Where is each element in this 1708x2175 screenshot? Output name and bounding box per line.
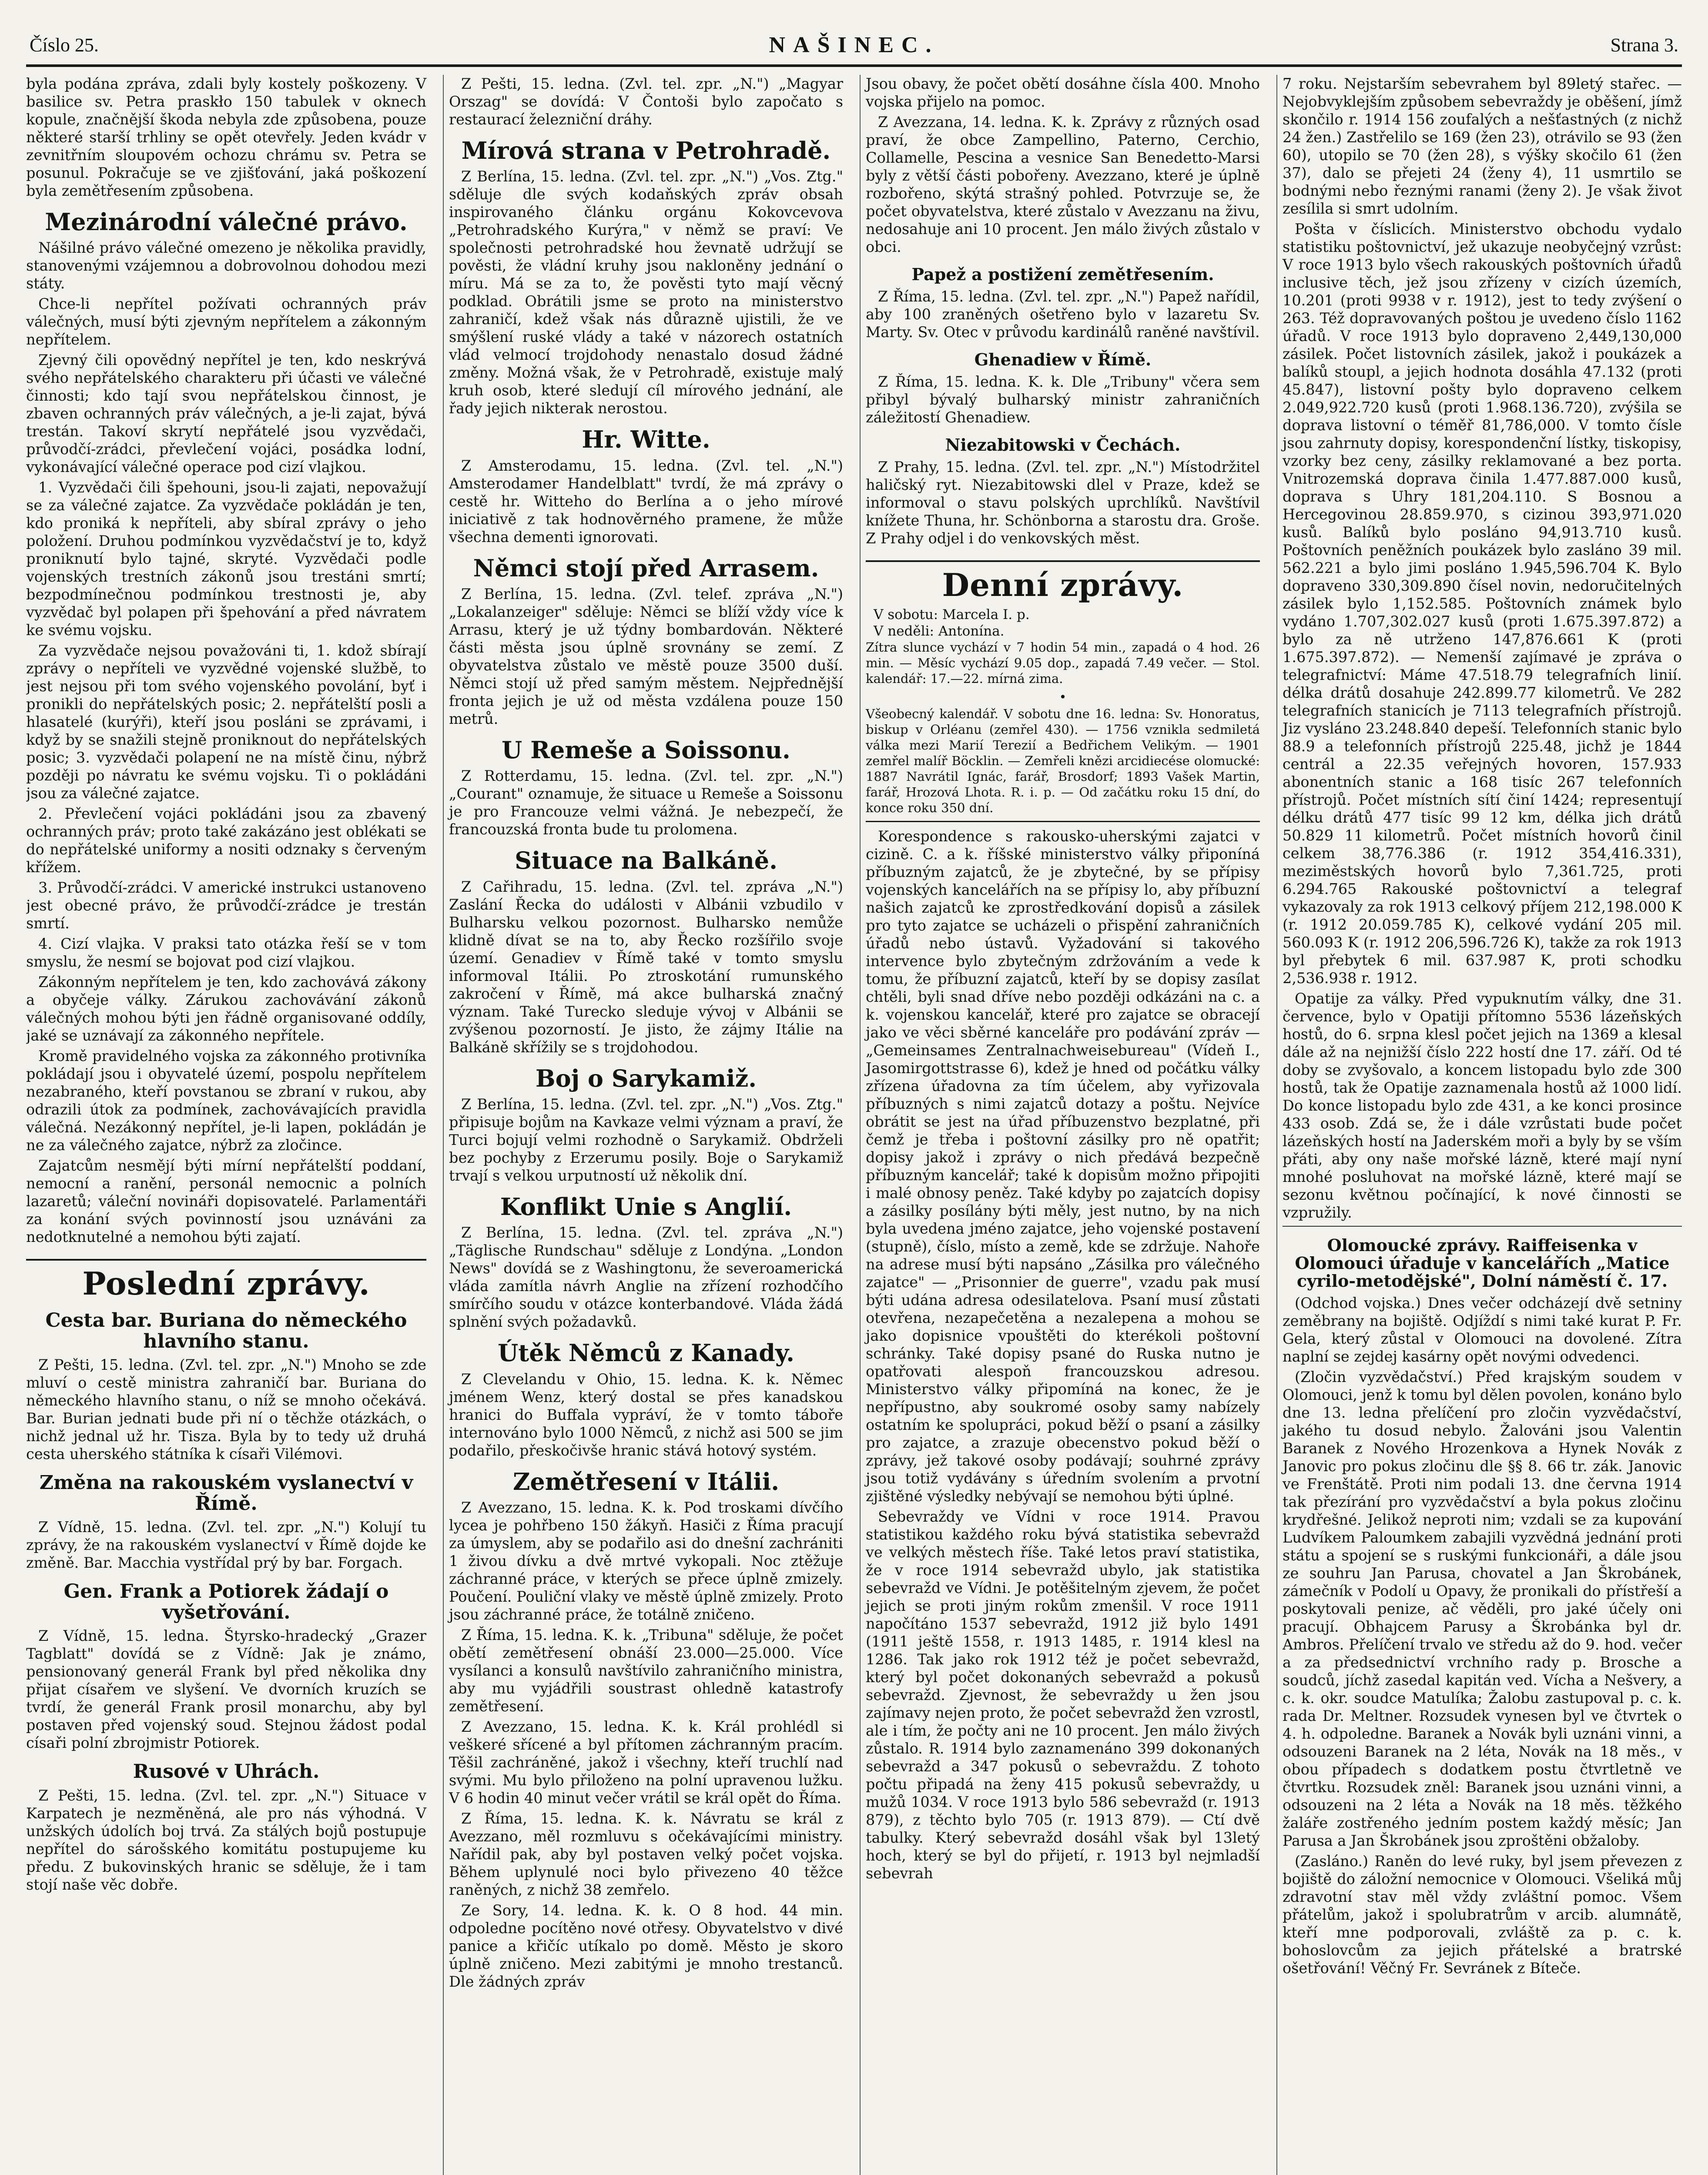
article-headline: Němci stojí před Arrasem. (473, 554, 819, 582)
calendar-line: V neděli: Antonína. (874, 623, 1005, 639)
calendar-line: V sobotu: Marcela I. p. (874, 606, 1030, 622)
column-4 (1276, 75, 1682, 2175)
calendar-note: Zítra slunce vychází v 7 hodin 54 min., zapadá o 4 hod. 26 min. — Měsíc vychází 9.05 dop., zapadá 7.49 večer. — Stol. kalendář: 17.—22. mírná zima. (866, 639, 1260, 686)
article-headline: Konflikt Unie s Anglií. (500, 1192, 792, 1221)
article-headline: Boj o Sarykamiž. (535, 1064, 757, 1092)
article-paragraph: Z Říma, 15. ledna. (Zvl. tel. zpr. „N.") Papež nařídil, aby 100 zraněných ošetřeno bylo v lazaretu Sv. Marty. Sv. Otec v průvodu kardinálů raněné navštívil. (866, 288, 1260, 341)
article-paragraph: Z Berlína, 15. ledna. (Zvl. tel. zpr. „N.") „Vos. Ztg." připisuje bojům na Kavkaze velmi význam a praví, že Turci bojují velmi rozhodně o Sarykamiž. Obdrželi bez pochyby z Erzerumu posily. Boje o Sarykamiž trvají s velkou urputností už několik dní. (449, 1095, 843, 1184)
article-headline: Ghenadiew v Římě. (974, 350, 1152, 370)
article-paragraph: Z Berlína, 15. ledna. (Zvl. tel. zpráva „N.") „Täglische Rundschau" sděluje z Londýna. „London News" dovídá se z Washingtonu, že severoamerická vláda zamítla návrh Anglie na zřízení rozhodčího smírčího soudu v otázce konterbandové. Vláda žádá splnění svých požadavků. (449, 1224, 843, 1331)
calendar-block (866, 706, 1260, 816)
article-paragraph: Zajatcům nesmějí býti mírní nepřátelští poddaní, nemocní a ranění, personál nemocnic a polních lazaretů; váleční novináři dopisovatelé. Parlamentáři za konání svých povinností jsou uznáváni za nedotknutelné a nemohou býti zajatí. (26, 1157, 426, 1246)
masthead (26, 17, 1682, 67)
article-paragraph: Z Avezzano, 15. ledna. K. k. Pod troskami dívčího lycea je pohřbeno 150 žákyň. Hasiči z Říma pracují za úmyslem, aby se podařilo asi do dnešní zachrániti 1 živou dívku a dvě mrtvé vykopali. Noc ztěžuje záchranné práce, v kterých se přece úplně zmizely. Poučení. Pouliční vlaky ve městě úplně zmizely. Proto jsou záchranné práce, že totálně zničeno. (449, 1499, 843, 1623)
article-paragraph: byla podána zpráva, zdali byly kostely poškozeny. V basilice sv. Petra praskło 150 tabulek v oknech kopule, značnější škoda nebyla zde způsobena, pouze některé starší trhliny se opět otevřely. Jeden kvádr v zevnitřním sloupovém ochozu chrámu sv. Petra se posunul. Pokračuje se ve zjišťování, jaká poškození byla zemětřesením způsobena. (26, 75, 426, 199)
column-rule (866, 821, 1260, 822)
article-headline: Denní zprávy. (866, 560, 1260, 602)
article-paragraph: Opatije za války. Před vypuknutím války, dne 31. července, bylo v Opatiji přítomno 5536 lázeňských hostů, do 6. srpna klesl počet jejich na 1369 a klesal dále až na nejnižší číslo 222 hostí dne 17. září. Od té doby se zvyšovalo, a koncem listopadu bylo zde 300 hostů, tak že Opatije zaznamenala hostů až 1000 lidí. Do konce listopadu bylo zde 431, a ke konci prosince 433 osob. Zdá se, že i dále vzrůstati bude počet lázeňských hostí na Jaderském moři a byly by se vším přáti, aby ony naše mořské lázně, které mají nyní mnohé posluhovat na mořské lázně, které mají se sezonu květnou počínající, k nové činnosti se vzpružily. (1283, 990, 1682, 1221)
article-paragraph: Z Vídně, 15. ledna. (Zvl. tel. zpr. „N.") Kolují tu zprávy, že na rakouském vyslanectví v Římě dojde ke změně. Bar. Macchia vystřídal prý by bar. Forgach. (26, 1519, 426, 1572)
article-paragraph: Chce-li nepřítel požívati ochranných práv válečných, musí býti zjevným nepřítelem a zákonným nepřítelem. (26, 295, 426, 348)
article-paragraph: Ze Sory, 14. ledna. K. k. O 8 hod. 44 min. odpoledne pocítěno nové otřesy. Obyvatelstvo v divé panice a křičíc utíkalo po domě. Město je skoro úplně zničeno. Mezi zabitými je mnoho trestanců. Dle žádných zpráv (449, 1901, 843, 1990)
article-paragraph: Z Říma, 15. ledna. K. k. „Tribuna" sděluje, že počet obětí zemětřesení obnáší 23.000—25.000. Více vysílanci a konsulů navštívilo zahraničního ministra, aby mu vyjádřili soustrast ohledně katastrofy zemětřesení. (449, 1626, 843, 1715)
article-paragraph: Z Říma, 15. ledna. K. k. Návratu se král z Avezzano, měl rozmluvu s očekávajícími ministry. Nařídil pak, aby byl postaven velký počet vojska. Během uplynulé noci bylo přivezeno 40 těžce raněných, z nichž 38 zemřelo. (449, 1810, 843, 1898)
article-paragraph: Z Cařihradu, 15. ledna. (Zvl. tel. zpráva „N.") Zaslání Řecka do události v Albánii vzbudilo v Bulharsku velkou pozornost. Bulharsko nemůže klidně dívat se na to, aby Řecko rozšířilo svoje území. Genadiev v Římě také v tomto smyslu informoval Itálii. Po ztroskotání rumunského zakročení v Římě, má akce bulharská značný význam. Také Turecko sleduje vývoj v Albánii se zvýšenou pozorností. Je jisto, že zájmy Itálie na Balkáně skřížily se s trojdohodou. (449, 878, 843, 1056)
column-1 (26, 75, 432, 2175)
column-divider (1283, 1226, 1682, 1227)
article-paragraph: 4. Cizí vlajka. V praksi tato otázka řeší se v tom smyslu, že nesmí se bojovat pod cizí vlajkou. (26, 935, 426, 970)
article-headline: Hr. Witte. (582, 425, 710, 454)
article-headline: Změna na rakouském vyslanectví v Římě. (39, 1472, 413, 1515)
calendar-block (866, 606, 1260, 686)
article-paragraph: (Odchod vojska.) Dnes večer odcházejí dvě setniny zeměbrany na bojiště. Odjíždí s nimi také kurat P. Fr. Gela, který zůstal v Olomouci na dovolené. Zítra naplní se zejdej kasárny opět novými odvedenci. (1283, 1295, 1682, 1365)
article-paragraph: Z Avezzana, 14. ledna. K. k. Zprávy z různých osad praví, že obce Zampellino, Paterno, Cerchio, Collamelle, Pescina a vesnice San Benedetto-Marsi byly z větší části pobořeny. Avezzano, které je úplně rozbořeno, skýtá strašný pohled. Potvrzuje se, že počet obyvatelstva, které zůstalo v Avezzanu na živu, nedosahuje ani 10 procent. Jen málo živých zůstalo v obci. (866, 114, 1260, 255)
article-headline: Gen. Frank a Potiorek žádají o vyšetřování. (64, 1580, 389, 1623)
article-paragraph: Za vyzvědače nejsou považováni ti, 1. kdož sbírají zprávy o nepříteli ve vyzvědné vojenské službě, to jest nejsou při tom svého vojenského povolání, byť i pronikli do nepřátelských posic; 2. nepřátelští posli a hlasatelé (kurýři), kteří jsou posláni se zprávami, i když by se snažili stejně proniknout do nepřátelských posic; 3. vyzvědači polapení ne na místě činu, nýbrž později po návratu ke svému vojsku. Ti o pokládáni jsou za válečné zajatce. (26, 642, 426, 802)
article-paragraph: Z Pešti, 15. ledna. (Zvl. tel. zpr. „N.") „Magyar Orszag" se dovídá: V Čontoši bylo započato s restaurací železniční dráhy. (449, 75, 843, 128)
calendar-note: Všeobecný kalendář. V sobotu dne 16. ledna: Sv. Honoratus, biskup v Orléanu (zemřel 430). — 1756 vznikla sedmiletá válka mezi Marií Terezií a Bedřichem Velikým. — 1901 zemřel malíř Böcklin. — Zemřeli knězi arcidiecése olomucké: 1887 Navrátil Ignác, farář, Brosdorf; 1893 Vašek Martin, farář, Hrozová Lhota. R. i. p. — Od začátku roku 15 dní, do konce roku 350 dní. (866, 706, 1260, 815)
page-number: Strana 3. (1610, 34, 1678, 56)
article-paragraph: Sebevraždy ve Vídni v roce 1914. Pravou statistikou každého roku bývá statistika sebevražd ve velkých městech říše. Také letos praví statistika, že v roce 1914 sebevražd ubylo, jak statistika sebevražd ve Vídni. Je potěšitelným zjevem, že počet jejich se proti jiným rokům zmenšil. V roce 1911 napočítáno 1537 sebevražd, 1912 již bylo 1491 (1911 ještě 1558, r. 1913 1485, r. 1914 klesl na 1286. Tak jako rok 1912 též je počet sebevražd, který byl počet dokonaných sebevražd a pokusů sebevražd. Zjevnost, že sebevraždy u žen jsou zajímavy nejen proto, že počet sebevražd žen vzrostl, ale i tím, že počty ani ne 10 procent. Jen málo živých zůstalo. R. 1914 bylo zaznamenáno 399 dokonaných sebevražd a 347 pokusů o sebevraždu. Z tohoto počtu připadá na ženy 415 pokusů sebevraždy, u mužů 1034. V roce 1913 bylo 586 sebevražd (r. 1913 879), z těchto bylo 705 (r. 1913 879). — Ctí dvě tabulky. Který sebevražd dosáhl však byl 13letý hoch, který se byl do přijetí, r. 1913 byl nejmladší sebevrah (866, 1508, 1260, 1882)
article-headline: Papež a postižení zemětřesením. (911, 264, 1214, 284)
article-headline: U Remeše a Soissonu. (502, 736, 790, 764)
article-headline: Poslední zprávy. (26, 1259, 426, 1301)
article-paragraph: Z Říma, 15. ledna. K. k. Dle „Tribuny" včera sem přibyl bývalý bulharský ministr zahraničních záležitostí Ghenadiew. (866, 373, 1260, 426)
article-paragraph: Z Berlína, 15. ledna. (Zvl. tel. zpr. „N.") „Vos. Ztg." sděluje dle svých kodaňských zpráv obsah inspirovaného článku orgánu Kokovcevova „Petrohradského Kurýra," v němž se praví: Ve společnosti petrohradské hou ževnatě udržují se pověsti, že vládní kruhy jsou nakloněny jednání o míru. Má se za to, že pověsti tyto mají věcný podklad. Obrátili jsme se proto na ministerstvo zahraničí, kdež však nás důrazně ujistili, že ve smýšlení ruské vlády a také v názorech ostatních vlád velmocí trojdohody nenastalo dosud žádné změny. Možná však, že v Petrohradě, existuje malý kruh osob, které sledují cíl mírového jednání, ale řady jejich nikterak nerostou. (449, 168, 843, 417)
article-headline: Útěk Němců z Kanady. (498, 1339, 794, 1367)
article-headline: Mezinárodní válečné právo. (45, 208, 408, 236)
article-headline: Situace na Balkáně. (515, 847, 777, 875)
article-paragraph: Z Pešti, 15. ledna. (Zvl. tel. zpr. „N.") Situace v Karpatech je nezměněná, ale pro nás výhodná. V unžských údolích boj trvá. Za stálých bojů postupuje nepřítel do sárošského komitátu postupujeme ku předu. Z bukovinských hranic se sděluje, že i tam stojí naše věc dobře. (26, 1787, 426, 1893)
newspaper-title: NAŠINEC. (769, 33, 939, 57)
column-2 (443, 75, 848, 2175)
article-paragraph: Z Berlína, 15. ledna. (Zvl. telef. zpráva „N.") „Lokalanzeiger" sděluje: Němci se blíží vždy více k Arrasu, který je už týdny bombardován. Některé části města jsou úplně srovnány se zemí. Z obyvatelstva zůstalo ve městě pouze 3500 duší. Němci stojí už před samým městem. Nejpřednější fronta jejich je už od města vzdálena pouze 150 metrů. (449, 585, 843, 727)
article-paragraph: Pošta v číslicích. Ministerstvo obchodu vydalo statistiku poštovnictví, jež ukazuje neobyčejný vzrůst: V roce 1913 bylo všech rakouských poštovních úřadů inclusive těch, jež jsou zřízeny v cizích územích, 10.201 (proti 9938 v r. 1912), jest to tedy zvýšení o 263. Též dopravovaných poštou je uvedeno číslo 1162 úřadů. V roce 1913 bylo dopraveno 2,449,130,000 zásilek. Počet listovních zásilek, jakož i poukázek a balíků stoupl, a jejich hodnota dosáhla 47.132 (proti 45.847), listovní pošty bylo dopraveno celkem 2.049,922.720 kusů (proti 1.968.136.720), zvýšila se doprava listovní o téměř 81,786,000. V tomto čísle jsou zahrnuty dopisy, korespondenční lístky, tiskopisy, vzorky bez ceny, zásilky reklamované a bez porta. Vnitrozemská doprava činila 1.477.887.000 kusů, doprava s Uhry 181,204.110. S Bosnou a Hercegovinou 28.859.970, s cizinou 393,971.020 kusů. Balíků bylo posláno 94,913.710 kusů. Poštovních peněžních poukázek bylo zasláno 39 mil. 562.221 a bylo jimi posláno 1.945,596.704 K. Bylo dopraveno 330,309.890 čísel novin, nedoručitelných zásilek bylo 1,152.585. Poštovních známek bylo vydáno 1.707,302.027 kusů (proti 1.675.397.872) a bylo za ně utrženo 147,876.661 K (proti 1.675.397.872). — Nemenší zajímavé je zpráva o telegrafnictví: Máme 47.518.79 telegrafních linií. délka drátů dosahuje 242.899.77 kilometrů. Ve 282 telegrafních stanicích je 7113 telegrafních přístrojů. Jiz vysláno 23.248.840 depeší. Telefonních stanic bylo 88.9 a telefonních přístrojů 225.48, jichž je 1844 centrál a 22.35 veřejných hovoren, 157.933 abonentních stanic a 168 tisíc 267 telefonních přístrojů. Počet místních sítí činí 1424; representují délku drátů 477 tisíc 99 12 km, délka jich drátů 50.829 11 kilometrů. Počet místních hovorů činil celkem 38,776.386 (r. 1912 354,416.331), meziměstských hovorů bylo 7,361.725, proti 6.294.765 Rakouské poštovnictví a telegraf vykazovaly za rok 1913 celkový příjem 212,198.000 K (r. 1912 20.059.785 K), celkové vydání 205 mil. 560.093 K (r. 1912 206,596.726 K), takže za rok 1913 byl přebytek 6 mil. 637.987 K, proti schodku 2,536.938 r. 1912. (1283, 221, 1682, 987)
article-paragraph: Z Avezzano, 15. ledna. K. k. Král prohlédl si veškeré sřícené a byl přítomen záchranným pracím. Těšil zachráněné, jakož i všechny, kteří truchlí nad svými. Mu bylo přiloženo na polní upravenou lužku. V 6 hodin 40 minut večer vrátil se král opět do Říma. (449, 1718, 843, 1807)
article-paragraph: Z Pešti, 15. ledna. (Zvl. tel. zpr. „N.") Mnoho se zde mluví o cestě ministra zahraničí bar. Buriana do německého hlavního stanu, o níž se mnoho očekává. Bar. Burian jednati bude při ní o těchže otázkách, o nichž jednal už hr. Tisza. Byla by to tedy už druhá cesta uherského státníka k císaři Vilémovi. (26, 1356, 426, 1463)
article-paragraph: (Zločin vyzvědačství.) Před krajským soudem v Olomouci, jenž k tomu byl dělen povolen, konáno bylo dne 13. ledna přelíčení pro zločin vyzvědačství, jakého tu dosud nebylo. Žalováni jsou Valentin Baranek z Nového Hrozenkova a Hynek Novák z Janovic pro pokus zločinu dle §§ 8. 66 tr. zák. Janovic ve Frenštátě. Proti nim podali 13. dne června 1914 tak přezírání pro vyzvědačství a byla pokus zločinu krydřešné. Jelikož neproti nim; vzdali se za kupování Ludvíkem Paloumkem zabajili vyzvědná jednání proti státu a spojení se s ruskými funkcionáři, a dále jsou ze souhru Jan Parusa, chovatel a Jan Škrobánek, zámečník v Podolí u Opavy, že pronikali do přístřeší a poskytovali penize, ač věděli, pro jaké účely oni pracují. Obhajcem Parusy a Škrobánka byl dr. Ambros. Přelíčení trvalo ve středu až do 9. hod. večer a za předsednictví vrchního rady p. Brosche a soudců, jíchž zasedal kapitán ved. Vícha a Nešvery, a c. k. okr. soudce Matulíka; Žalobu zastupoval p. c. k. rada Dr. Meltner. Rozsudek vynesen byl ve čtvrtek o 4. h. odpoledne. Baranek a Novák byli uznáni vinni, a odsouzeni Baranek na 2 léta, Novák na 18 měs., v obou případech s dodatkem postu čtvrtletně ve čtvrtku. Rozsudek zněl: Baranek jsou uznáni vinni, a odsouzeni na 2 léta a Novák na 18 měs. těžkého žaláře zostřeného jedním postem každý měsíc; Jan Parusa a Jan Škrobánek jsou zproštěni obžaloby. (1283, 1369, 1682, 1850)
article-paragraph: 7 roku. Nejstarším sebevrahem byl 89letý stařec. — Nejobvyklejším způsobem sebevraždy je oběšení, jímž skončilo r. 1914 156 zoufalých a nešťastných (z nichž 24 žen.) Zastřelilo se 169 (žen 23), otrávilo se 93 (žen 60), utopilo se 70 (žen 28), s výšky skočilo 61 (žen 37), dalo se přejeti 24 (ženy 4), 11 usmrtilo se bodnými nebo řeznými ranami (ženy 2). Je však život zesílila si smrt udolním. (1283, 75, 1682, 217)
article-paragraph: 1. Vyzvědači čili špehouni, jsou-li zajati, nepovažují se za válečné zajatce. Za vyzvědače pokládán je ten, kdo proniká k nepříteli, aby sbíral zprávy o jeho položení. Druhou podmínkou vyzvědačství je to, když proniknutí bylo tajné, skryté. Vyzvědači podle vojenských trestních zákonů jsou trestáni smrtí; bezpodmínečnou podmínkou trestnosti je, aby vyzvědač byl polapen při špehování a před návratem ke svému vojsku. (26, 479, 426, 639)
article-paragraph: Jsou obavy, že počet obětí dosáhne čísla 400. Mnoho vojska přijelo na pomoc. (866, 75, 1260, 110)
article-paragraph: Zjevný čili opovědný nepřítel je ten, kdo neskrývá svého nepřátelského charakteru při účasti ve válečné činnosti; kdo tají svou nepřátelskou činnost, je zbaven ochranných práv válečných, a je-li zajat, bývá trestán. Takoví skrytí nepřátelé jsou vyzvědači, průvodčí-zrádci, převlečení vojáci, posádka lodní, vykonávající válečné operace pod cizí vlajkou. (26, 351, 426, 476)
article-paragraph: 3. Průvodčí-zrádci. V americké instrukci ustanoveno jest obecné právo, že průvodčí-zrádce je trestán smrtí. (26, 879, 426, 932)
article-headline: Niezabitowski v Čechách. (945, 435, 1181, 455)
article-headline: Olomoucké zprávy. Raiffeisenka v Olomouci úřaduje v kancelářích „Matice cyrilo-metodějské", Dolní náměstí č. 17. (1295, 1235, 1670, 1291)
article-paragraph: Z Rotterdamu, 15. ledna. (Zvl. tel. zpr. „N.") „Courant" oznamuje, že situace u Remeše a Soissonu je pro Francouze velmi vážná. Je nebezpečí, že francouzská fronta bude tu prolomena. (449, 767, 843, 838)
article-paragraph: Z Vídně, 15. ledna. Štyrsko-hradecký „Grazer Tagblatt" dovídá se z Vídně: Jak je známo, pensionovaný generál Frank byl před několika dny přijat císařem ve slyšení. Ve dvorních kruzích se tvrdí, že generál Frank prosil monarchu, aby byl postaven před vojenský soud. Stejnou žádost podal císaři polní zbrojmistr Potiorek. (26, 1627, 426, 1752)
issue-number: Číslo 25. (30, 34, 99, 56)
article-paragraph: Korespondence s rakousko-uherskými zajatci v cizině. C. a k. říšské ministerstvo války připoníná příbuzným zajatců, že je zbytečné, by se přípisy vojenských kancelářích na se přípisy lo, aby příbuzní našich zajatců ke zprostředkování dopisů a zásilek pro tyto zajatce se ucházeli o přispění zahraničních úřadů nebo ústavů. Vyžadování si takového intervence bylo zbytečným zdržováním a vede k tomu, že příbuzní zajatců, kteří by se dopisy zasílat chtěli, byli snad dříve nebo později odkázáni na c. a k. vojenskou kancelář, které pro zajatce se obracejí jako ve věci sběrné kanceláře pro podávání zpráv — „Gemeinsames Zentralnachweisebureau" (Vídeň I., Jasomirgottstrasse 6), kdež je hned od počátku války zřízena úřadovna za tím účelem, aby vyřizovala příbuzných s nimi zajatců dotazy a poštu. Nejvíce obrátit se jest na úřad příbuzenstvo bezplatné, při čemž je třeba i poštovní zásilky pro ně opatřit; dopisy jakož i zprávy o nich předává bezpečně příbuzným kancelář; také k dopisům možno připojiti i malé obnosy peněz. Také kdyby po zajatcích dopisy a zásilky posílány býti měly, jest nutno, by na nich byla uvedena jméno zajatce, jeho vojenské postavení (stupně), číslo, místo a země, kde se zdržuje. Nahoře na adrese musí býti napsáno „Zásilka pro válečného zajatce" — „Prisonnier de guerre", vzadu pak musí býti udána adresa odesilatelova. Psaní musí zůstati otevřena, nezapečetěna a nezalepena a mohou se jako dopisnice vpouštěti do kterékoli poštovní schránky. Také dopisy psané do Ruska nutno je opatřovati alespoň francouzskou adresou. Ministerstvo války připomíná na konec, že je nepřípustno, aby soukromé osoby samy nabízely ostatním ke spolupráci, pokud běží o psaní a zásilky pro zajatce, a zrazuje obecenstvo pokud běží o zprávy, jež takové osoby podávají; souhrné zprávy jsou totiž vydávány s úředním svolením a prvotní zjištěné výsledky nebývají se nemohou býti úplné. (866, 827, 1260, 1505)
article-headline: Cesta bar. Buriana do německého hlavního stanu. (45, 1309, 407, 1352)
column-3 (860, 75, 1265, 2175)
article-paragraph: 2. Převlečení vojáci pokládáni jsou za zbavený ochranných práv; proto také zakázáno jest oblékati se do nepřátelské uniformy a nositi odznaky s červeným křížem. (26, 805, 426, 876)
separator-dot: • (1059, 689, 1067, 704)
article-columns (26, 75, 1682, 2175)
article-paragraph: Kromě pravidelného vojska za zákonného protivníka pokládají jsou i obyvatelé území, pospolu nepřítelem nezabraného, kteří povstanou se zbraní v rukou, aby odrazili útok za podmínek, zachovávajících pravidla válečná. Nezákonný nepřítel, je-li lapen, pokládán je ne za válečného zajatce, nýbrž za zločince. (26, 1047, 426, 1154)
article-paragraph: (Zasláno.) Raněn do levé ruky, byl jsem převezen z bojiště do záložní nemocnice v Olomouci. Všeliká můj zdravotní stav měl vždy zvláštní pomoc. Všem přátelům, jakož i spolubratrům v arcib. alumnátě, kteří mne podporovali, zvláště za p. c. k. bohoslovcům za jejich přátelské a bratrské ošetřování! Věčný Fr. Sevránek z Bíteče. (1283, 1853, 1682, 1977)
article-paragraph: Zákonným nepřítelem je ten, kdo zachovává zákony a obyčeje války. Zárukou zachovávání zákonů válečných mohou býti jen řádně organisované oddíly, jaké se uznávají za zákonného nepřítele. (26, 974, 426, 1044)
article-headline: Mírová strana v Petrohradě. (461, 137, 831, 164)
article-paragraph: Nášilné právo válečné omezeno je několika pravidly, stanovenými vzájemnou a dobrovolnou dohodou mezi státy. (26, 239, 426, 292)
article-paragraph: Z Clevelandu v Ohio, 15. ledna. K. k. Němec jménem Wenz, který dostal se přes kanadskou hranici do Buffala vypráví, že v tomto táboře internováno bylo 1000 Němců, z nichž asi 500 se jim podařilo, přeskočivše hranic stává hotový systém. (449, 1370, 843, 1459)
article-paragraph: Z Prahy, 15. ledna. (Zvl. tel. zpr. „N.") Místodržitel haličský ryt. Niezabitowski dlel v Praze, kdež se informoval o stavu polských uprchlíků. Navštívil knížete Thuna, hr. Schönborna a starostu dra. Groše. Z Prahy odjel i do venkovských měst. (866, 458, 1260, 547)
article-paragraph: Z Amsterodamu, 15. ledna. (Zvl. tel. „N.") Amsterodamer Handelblatt" tvrdí, že má zprávy o cestě hr. Witteho do Berlína a o jeho mírové iniciativě z tak hodnověrného pramene, že může všechna dementi ignorovati. (449, 457, 843, 545)
article-headline: Zemětřesení v Itálii. (512, 1467, 780, 1496)
article-headline: Rusové v Uhrách. (133, 1760, 320, 1783)
